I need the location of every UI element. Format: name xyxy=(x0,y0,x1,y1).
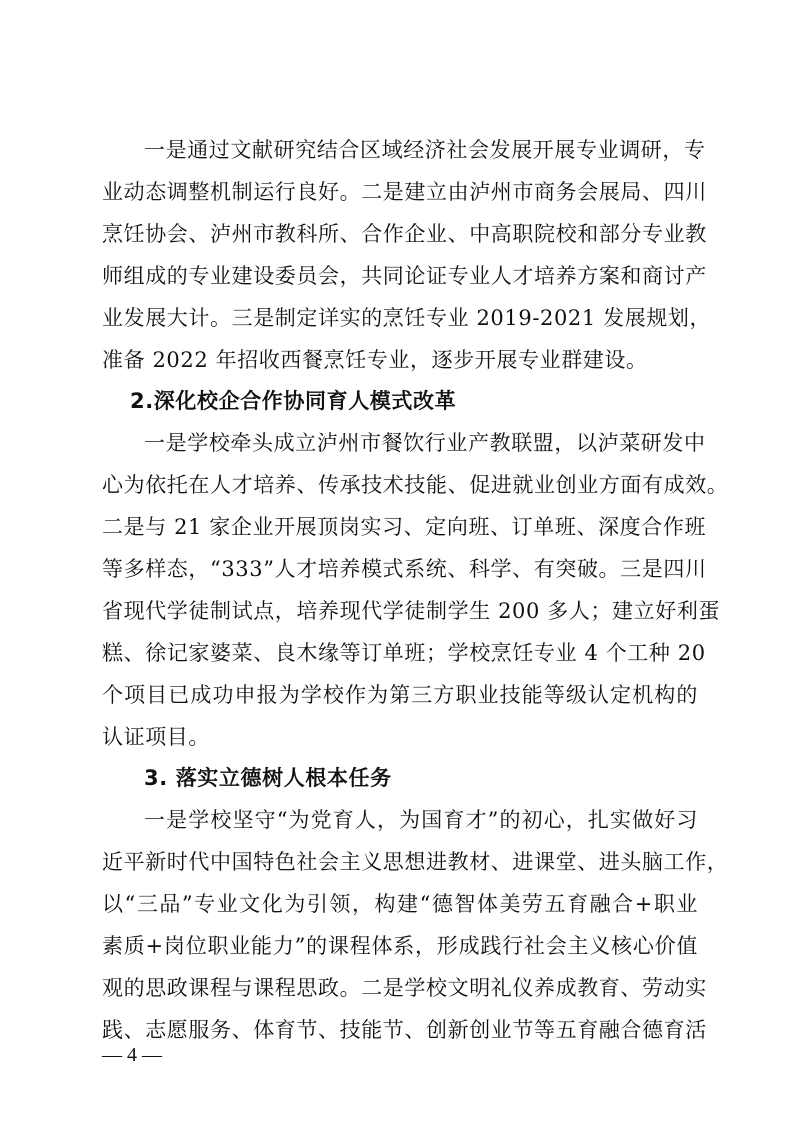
paragraph-line: 近平新时代中国特色社会主义思想进教材、进课堂、进头脑工作， xyxy=(102,850,729,874)
paragraph-line: 师组成的专业建设委员会，共同论证专业人才培养方案和商讨产 xyxy=(102,264,707,288)
paragraph-line: 业动态调整机制运行良好。二是建立由泸州市商务会展局、四川 xyxy=(102,180,707,204)
paragraph-line: 一是学校牵头成立泸州市餐饮行业产教联盟，以泸菜研发中 xyxy=(144,431,706,455)
paragraph-line: 个项目已成功申报为学校作为第三方职业技能等级认定机构的 xyxy=(102,683,698,707)
paragraph-line: 一是学校坚守“为党育人，为国育才”的初心，扎实做好习 xyxy=(144,808,698,832)
paragraph-line: 素质+岗位职业能力”的课程体系，形成践行社会主义核心价值 xyxy=(102,934,698,958)
page-number: — 4 — xyxy=(102,1044,162,1066)
paragraph-line: 业发展大计。三是制定详实的烹饪专业 2019-2021 发展规划， xyxy=(102,306,712,330)
paragraph-line: 糕、徐记家婆菜、良木缘等订单班；学校烹饪专业 4 个工种 20 xyxy=(102,641,706,665)
paragraph-line: 践、志愿服务、体育节、技能节、创新创业节等五育融合德育活 xyxy=(102,1018,707,1042)
section-heading: 3. 落实立德树人根本任务 xyxy=(144,766,392,790)
paragraph-line: 一是通过文献研究结合区域经济社会发展开展专业调研，专 xyxy=(144,138,706,162)
paragraph-line: 二是与 21 家企业开展顶岗实习、定向班、订单班、深度合作班 xyxy=(102,515,707,539)
paragraph-line: 烹饪协会、泸州市教科所、合作企业、中高职院校和部分专业教 xyxy=(102,222,707,246)
paragraph-line: 等多样态，“333”人才培养模式系统、科学、有突破。三是四川 xyxy=(102,557,707,581)
paragraph-line: 省现代学徒制试点，培养现代学徒制学生 200 多人；建立好利蛋 xyxy=(102,599,721,623)
paragraph-line: 准备 2022 年招收西餐烹饪专业，逐步开展专业群建设。 xyxy=(102,348,648,372)
paragraph-line: 观的思政课程与课程思政。二是学校文明礼仪养成教育、劳动实 xyxy=(102,976,707,1000)
paragraph-line: 认证项目。 xyxy=(102,725,210,749)
paragraph-line: 心为依托在人才培养、传承技术技能、促进就业创业方面有成效。 xyxy=(102,473,729,497)
section-heading: 2.深化校企合作协同育人模式改革 xyxy=(130,389,457,413)
paragraph-line: 以“三品”专业文化为引领，构建“德智体美劳五育融合+职业 xyxy=(102,892,698,916)
